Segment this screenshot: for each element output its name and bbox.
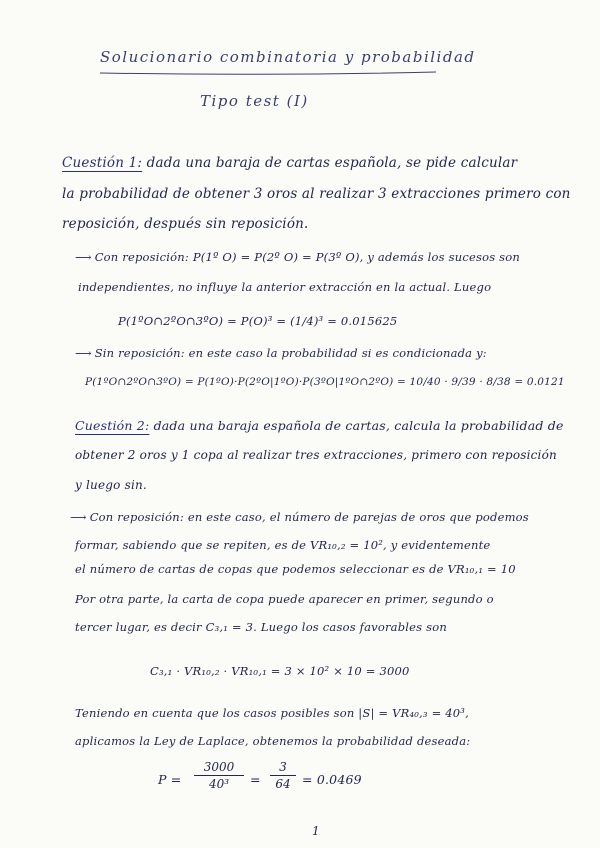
q2-con-text-3: el número de cartas de copas que podemos seleccionar es de VR₁₀,₁ = 10 bbox=[75, 562, 516, 576]
q1-with-replacement-line-2 bbox=[78, 280, 491, 294]
arrow-right-icon: ⟶ bbox=[75, 346, 92, 360]
q2-with-replacement-line-2 bbox=[75, 538, 490, 552]
arrow-right-icon: ⟶ bbox=[70, 510, 87, 524]
q2-p-label-text: P = bbox=[158, 772, 182, 787]
q1-without-replacement-line bbox=[75, 346, 487, 360]
page-title bbox=[100, 48, 476, 66]
q2-frac2-num: 3 bbox=[279, 760, 287, 774]
q2-con-text-1: Con reposición: en este caso, el número de parejas de oros que podemos bbox=[89, 510, 529, 524]
q2-text-1: dada una baraja española de cartas, calcula la probabilidad de bbox=[153, 418, 564, 433]
q1-sin-text: Sin reposición: en este caso la probabilidad si es condicionada y: bbox=[94, 346, 487, 360]
q1-with-replacement-line-1 bbox=[75, 250, 520, 264]
q2-p-text-2: tercer lugar, es decir C₃,₁ = 3. Luego los casos favorables son bbox=[75, 620, 447, 634]
q1-without-replacement-equation bbox=[85, 376, 565, 388]
q1-label: Cuestión 1: bbox=[62, 155, 143, 171]
q1-sin-eq: P(1ºO∩2ºO∩3ºO) = P(1ºO)·P(2ºO|1ºO)·P(3ºO|1ºO∩2ºO) = 10/40 · 9/39 · 8/38 = 0.0121 bbox=[85, 376, 565, 388]
q2-statement-line-1 bbox=[75, 418, 564, 433]
q2-statement-line-2 bbox=[75, 448, 557, 462]
page-subtitle-text: Tipo test (I) bbox=[200, 92, 309, 110]
q2-statement-line-3 bbox=[75, 478, 147, 492]
q1-con-text-1: Con reposición: P(1º O) = P(2º O) = P(3º O), y además los sucesos son bbox=[94, 250, 520, 264]
title-underline bbox=[98, 70, 438, 76]
q1-with-replacement-equation bbox=[118, 314, 397, 328]
q2-fraction-1 bbox=[194, 760, 244, 791]
q2-with-replacement-line-1 bbox=[70, 510, 529, 524]
q2-con-text-2: formar, sabiendo que se repiten, es de VR₁₀,₂ = 10², y evidentemente bbox=[75, 538, 491, 552]
q1-statement-line-2 bbox=[62, 186, 571, 202]
q2-with-replacement-line-3 bbox=[75, 562, 516, 576]
q1-statement-line-3 bbox=[62, 216, 309, 232]
q2-possible-cases-line-1 bbox=[75, 706, 469, 720]
fraction-bar bbox=[194, 775, 244, 776]
q1-con-eq: P(1ºO∩2ºO∩3ºO) = P(O)³ = (1/4)³ = 0.015625 bbox=[118, 314, 398, 328]
q1-con-text-2: independientes, no influye la anterior extracción en la actual. Luego bbox=[78, 280, 492, 294]
q2-result-text: = 0.0469 bbox=[302, 772, 362, 787]
q1-text-2: la probabilidad de obtener 3 oros al realizar 3 extracciones primero con bbox=[62, 186, 571, 202]
q2-position-line-1 bbox=[75, 592, 494, 606]
q2-fraction-2 bbox=[270, 760, 296, 791]
q2-equals bbox=[250, 772, 261, 787]
page-number-text: 1 bbox=[312, 824, 320, 838]
q2-t-text-1: Teniendo en cuenta que los casos posibles son |S| = VR₄₀,₃ = 40³, bbox=[75, 706, 469, 720]
q2-text-3: y luego sin. bbox=[75, 478, 147, 492]
q2-frac2-den: 64 bbox=[275, 777, 291, 791]
q2-frac1-num: 3000 bbox=[203, 760, 235, 774]
q2-result bbox=[302, 772, 362, 787]
q2-fav-eq: C₃,₁ · VR₁₀,₂ · VR₁₀,₁ = 3 × 10² × 10 = 3000 bbox=[150, 664, 410, 678]
q2-label: Cuestión 2: bbox=[75, 418, 150, 433]
q2-favorable-cases-equation bbox=[150, 664, 410, 678]
page-number bbox=[312, 824, 320, 838]
q1-text-3: reposición, después sin reposición. bbox=[62, 216, 309, 232]
q1-statement-line-1 bbox=[62, 155, 517, 171]
q1-text-1: dada una baraja de cartas española, se pide calcular bbox=[146, 155, 518, 171]
q2-text-2: obtener 2 oros y 1 copa al realizar tres extracciones, primero con reposición bbox=[75, 448, 557, 462]
q2-frac1-den: 40³ bbox=[208, 777, 230, 791]
page-subtitle bbox=[200, 92, 309, 110]
page-title-text: Solucionario combinatoria y probabilidad bbox=[100, 48, 476, 66]
q2-equals-text: = bbox=[250, 772, 261, 787]
arrow-right-icon: ⟶ bbox=[75, 250, 92, 264]
q2-p-text-1: Por otra parte, la carta de copa puede aparecer en primer, segundo o bbox=[75, 592, 494, 606]
q2-t-text-2: aplicamos la Ley de Laplace, obtenemos la probabilidad deseada: bbox=[75, 734, 471, 748]
q2-p-label bbox=[158, 772, 181, 787]
q2-possible-cases-line-2 bbox=[75, 734, 470, 748]
fraction-bar bbox=[270, 775, 296, 776]
q2-position-line-2 bbox=[75, 620, 447, 634]
